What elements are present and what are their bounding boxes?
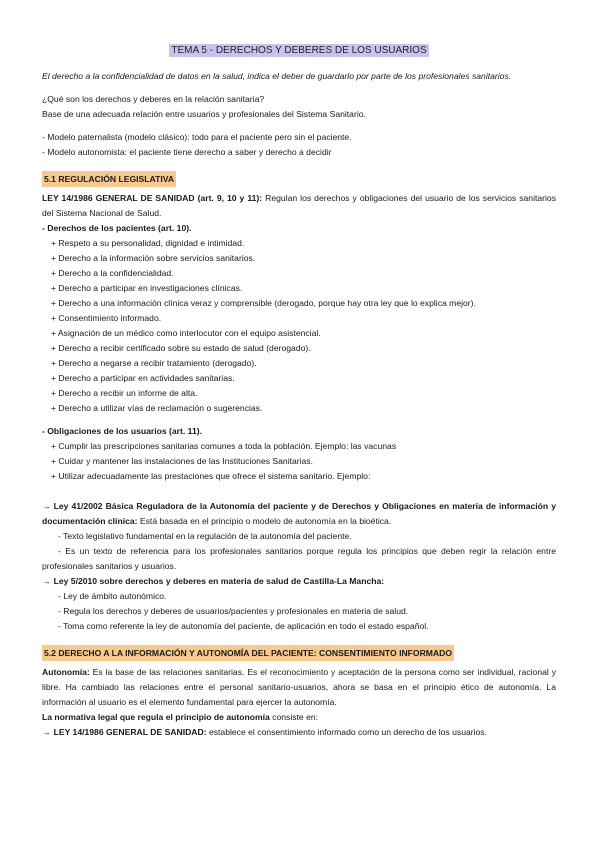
law-14-1986-title: LEY 14/1986 GENERAL DE SANIDAD (art. 9, 10 y 11): <box>42 193 263 203</box>
rights-list <box>42 236 556 416</box>
list-item: + Cuidar y mantener las instalaciones de las Instituciones Sanitarias. <box>51 456 314 466</box>
model-autonomista: - Modelo autonomista: el paciente tiene derecho a saber y derecho a decidir <box>42 147 332 157</box>
law-14-1986-consent-title: LEY 14/1986 GENERAL DE SANIDAD: <box>53 727 207 737</box>
list-item: + Respeto a su personalidad, dignidad e intimidad. <box>51 238 245 248</box>
law-5-2010-title: Ley 5/2010 sobre derechos y deberes en materia de salud de Castilla-La Mancha: <box>53 576 385 586</box>
arrow-right-icon: → <box>42 576 51 586</box>
obligations-list <box>42 439 556 484</box>
list-item: + Derecho a participar en investigaciones clínicas. <box>51 283 243 293</box>
title-highlight: TEMA 5 - DERECHOS Y DEBERES DE LOS USUARIOS <box>171 45 427 56</box>
list-item: + Derecho a participar en actividades sanitarias. <box>51 373 235 383</box>
law-41-2002-paragraph <box>42 499 556 529</box>
law-5-2010-paragraph <box>42 574 556 589</box>
list-item: + Derecho a recibir certificado sobre su estado de salud (derogado). <box>51 343 311 353</box>
list-item: + Derecho a una información clínica veraz y comprensible (derogado, porque hay otra ley que lo explica mejor). <box>51 298 476 308</box>
list-item: + Derecho a la información sobre servicios sanitarios. <box>51 253 256 263</box>
list-item: - Es un texto de referencia para los profesionales sanitarios porque regula los principios que deben regir la relación entre profesionales sanitarios y usuarios. <box>42 546 556 571</box>
rights-heading: - Derechos de los pacientes (art. 10). <box>42 223 192 233</box>
list-item: - Texto legislativo fundamental en la regulación de la autonomía del paciente. <box>58 531 352 541</box>
list-item: + Derecho a recibir un informe de alta. <box>51 388 198 398</box>
base-line: Base de una adecuada relación entre usuarios y profesionales del Sistema Sanitario. <box>42 109 366 119</box>
normativa-text: consiste en: <box>269 712 319 722</box>
law-41-2002-text: Está basada en el principio o modelo de autonomía en la bioética. <box>137 516 392 526</box>
obligations-heading: - Obligaciones de los usuarios (art. 11). <box>42 426 202 436</box>
list-item: + Asignación de un médico como interlocutor con el equipo asistencial. <box>51 328 321 338</box>
list-item: - Toma como referente la ley de autonomía del paciente, de aplicación en todo el estado español. <box>58 621 429 631</box>
list-item: + Consentimiento informado. <box>51 313 162 323</box>
page-title <box>42 40 556 58</box>
arrow-right-icon: → <box>42 727 51 737</box>
list-item: - Ley de ámbito autonómico. <box>58 591 167 601</box>
law-14-1986-text: Regulan los derechos y obligaciones del usuario de los servicios sanitarios del Sistema Nacional de Salud. <box>42 193 557 218</box>
model-paternalista: - Modelo paternalista (modelo clásico): todo para el paciente pero sin el paciente. <box>42 132 352 142</box>
list-item: + Derecho a la confidencialidad. <box>51 268 174 278</box>
normativa-bold: La normativa legal que regula el principio de autonomía <box>42 712 270 722</box>
arrow-right-icon: → <box>42 501 51 511</box>
section2-heading-row <box>42 644 556 661</box>
autonomy-paragraph <box>42 665 556 710</box>
section2-heading: 5.2 DERECHO A LA INFORMACIÓN Y AUTONOMÍA DEL PACIENTE: CONSENTIMIENTO INFORMADO <box>42 645 454 661</box>
intro-italic: El derecho a la confidencialidad de datos en la salud, indica el deber de guardarlo por parte de los profesionales sanitarios. <box>42 71 512 81</box>
list-item: - Regula los derechos y deberes de usuarios/pacientes y profesionales en materia de salud. <box>58 606 409 616</box>
law-14-1986-paragraph <box>42 191 556 221</box>
law-14-1986-consent-text: establece el consentimiento informado como un derecho de los usuarios. <box>206 727 487 737</box>
question-line: ¿Qué son los derechos y deberes en la relación sanitaria? <box>42 94 265 104</box>
law-14-1986-consent-line <box>42 725 556 740</box>
list-item: + Cumplir las prescripciones sanitarias comunes a toda la población. Ejemplo: las vacunas <box>51 441 397 451</box>
section1-heading-row <box>42 170 556 187</box>
section1-heading: 5.1 REGULACIÓN LEGISLATIVA <box>42 171 176 187</box>
normativa-line <box>42 710 556 725</box>
autonomy-term: Autonomía: <box>42 667 90 677</box>
list-item: + Derecho a negarse a recibir tratamiento (derogado). <box>51 358 257 368</box>
autonomy-text: Es la base de las relaciones sanitarias. Es el reconocimiento y aceptación de la persona como ser individual, racional y libre. Ha cambiado las relaciones entre el personal sanitario-usuarios, ahora se basa en el principio ético de autonomía. La información al usuario es el elemento fundamental para ejercer la autonomía. <box>42 667 556 707</box>
list-item: + Derecho a utilizar vías de reclamación o sugerencias. <box>51 403 263 413</box>
law-41-2002-title: Ley 41/2002 Básica Reguladora de la Autonomía del paciente y de Derechos y Obligaciones en materia de información y documentación clínica: <box>42 501 556 526</box>
list-item: + Utilizar adecuadamente las prestaciones que ofrece el sistema sanitario. Ejemplo: <box>51 471 371 481</box>
